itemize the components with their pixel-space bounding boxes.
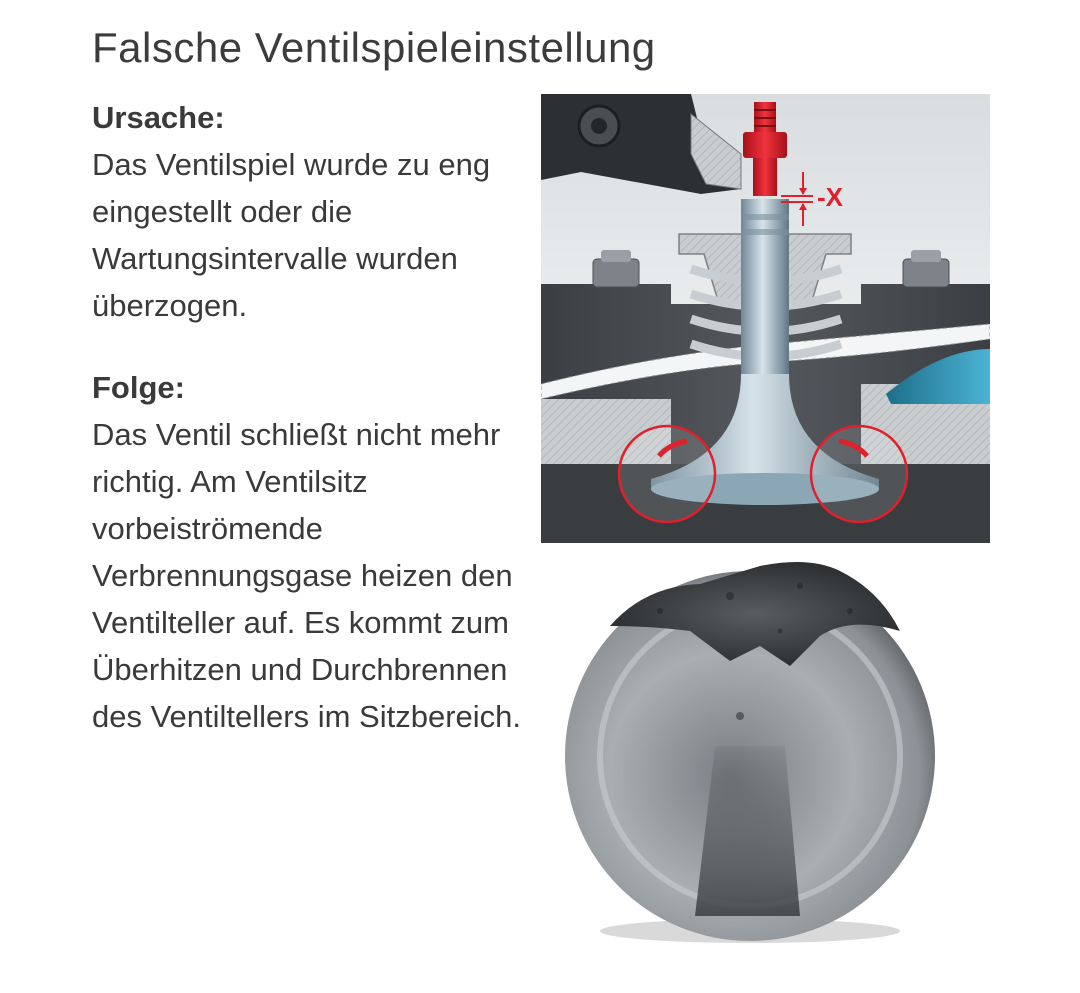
effect-heading: Folge: <box>92 370 185 405</box>
burned-valve-photo <box>550 556 950 956</box>
cause-section <box>92 94 532 329</box>
cause-text: Das Ventilspiel wurde zu eng eingestellt oder die Wartungsintervalle wurden überzogen. <box>92 147 491 323</box>
page-title: Falsche Ventilspieleinstellung <box>92 24 656 71</box>
leak-highlight-right <box>811 426 907 522</box>
valve-clearance-diagram <box>541 94 990 543</box>
effect-section <box>92 364 532 740</box>
clearance-label: -X <box>817 182 843 212</box>
leak-highlight-left <box>619 426 715 522</box>
cause-heading: Ursache: <box>92 100 225 135</box>
effect-text: Das Ventil schließt nicht mehr richtig. Am Ventilsitz vorbeiströmende Verbrennungsgase heizen den Ventilteller auf. Es kommt zum Überhitzen und Durchbrennen des Ventiltellers im Sitzbereich. <box>92 417 522 734</box>
